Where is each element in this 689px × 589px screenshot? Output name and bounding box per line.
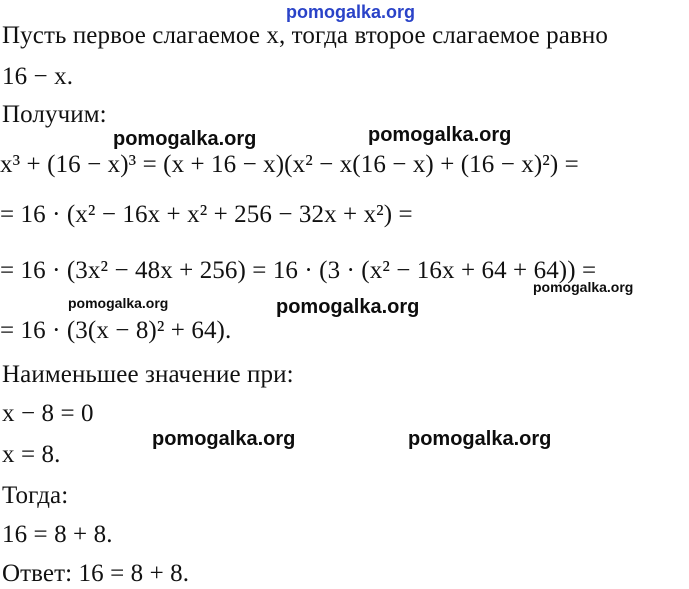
watermark: pomogalka.org [276,296,420,318]
watermark: pomogalka.org [113,128,257,150]
text-line-obtain: Получим: [2,101,107,128]
equation-line-4: = 16 · (3(x − 8)² + 64). [0,317,232,344]
text-line-minimum: Наименьшее значение при: [2,361,294,388]
equation-line-6: x = 8. [2,441,61,468]
equation-line-1: x³ + (16 − x)³ = (x + 16 − x)(x² − x(16 − x) + (16 − x)²) = [0,151,579,178]
answer-line: Ответ: 16 = 8 + 8. [2,560,190,587]
watermark-top: pomogalka.org [286,2,416,22]
watermark: pomogalka.org [368,124,512,146]
equation-line-5: x − 8 = 0 [2,400,94,427]
watermark: pomogalka.org [68,295,169,311]
equation-line-7: 16 = 8 + 8. [2,521,113,548]
text-line-second-term: 16 − x. [2,63,74,90]
text-line-intro: Пусть первое слагаемое x, тогда второе слагаемое равно [2,22,608,49]
watermark: pomogalka.org [533,279,634,295]
watermark: pomogalka.org [152,428,296,450]
equation-line-3: = 16 · (3x² − 48x + 256) = 16 · (3 · (x² − 16x + 64 + 64)) = [0,257,597,284]
equation-line-2: = 16 · (x² − 16x + x² + 256 − 32x + x²) = [0,201,413,228]
watermark: pomogalka.org [408,428,552,450]
text-line-then: Тогда: [2,482,69,509]
